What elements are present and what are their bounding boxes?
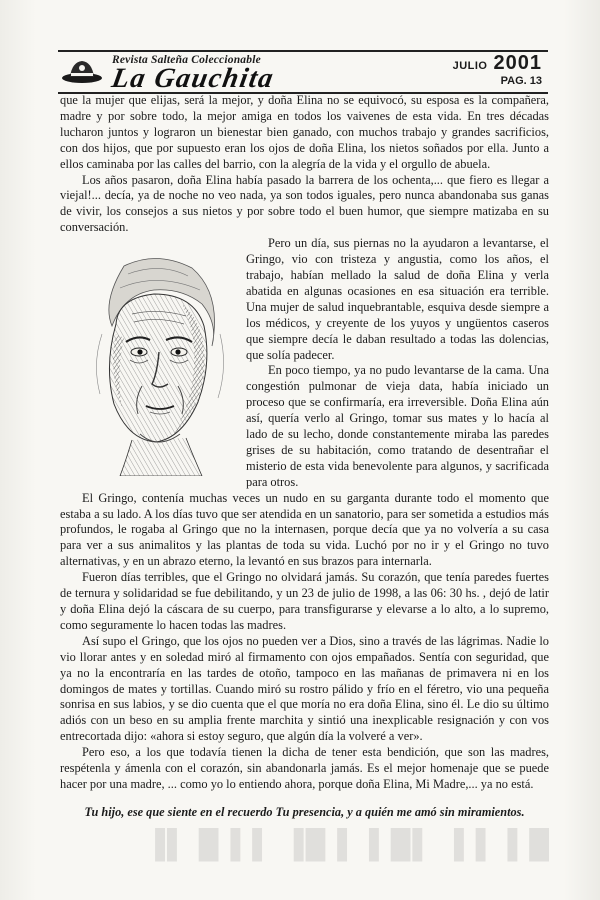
article-body — [60, 93, 549, 793]
article-paragraph: Pero un día, sus piernas no la ayudaron a levantarse, el Gringo, vio con tristeza y angustia, como los años, el trabajo, habían mellado la salud de doña Elina y verla abatida en algunas ocasiones en esa situación era terrible. Una mujer de salud inquebrantable, esquiva desde siempre a los médicos, y creyente de los yuyos y ungüentos caseros que siempre decía le daban resultado a todas las dolencias, que solía padecer. — [246, 236, 549, 362]
page-number: PAG. 13 — [500, 75, 542, 87]
article-paragraph: En poco tiempo, ya no pudo levantarse de la cama. Una congestión pulmonar de vieja data, había iniciado un proceso que se confirmaría, era irreversible. Doña Elina aún así, quería verlo al Gringo, tomar sus mates y lo hacía al lado de su lecho, donde constantemente miraba las paredes grises de su habitación, como tratando de desentrañar el misterio de esta vida benevolente para algunos, y sacrificada para otros. — [246, 363, 549, 489]
magazine-title: La Gauchita — [109, 63, 277, 94]
article-paragraph: El Gringo, contenía muchas veces un nudo en su garganta durante todo el momento que estaba a su lado. A los días tuvo que ser atendida en un sanatorio, para ser sometida a estudios más profundos, le rogaba al Gringo que no la internasen, porque decía que ya no volvería a su casa para ver a sus animalitos y las plantas de toda su vida. Luchó por no ir y el Gringo no tuvo alternativas, y en un abrazo eterno, la levantó en sus brazos para internarla. — [60, 490, 549, 569]
issue-year: 2001 — [493, 52, 542, 74]
article-paragraph: Fueron días terribles, que el Gringo no olvidará jamás. Su corazón, que tenía paredes fuertes de ternura y solidaridad se fue debilitando, y un 23 de julio de 1998, a las 06: 30 hs. , dejó de latir y doña Elina dejó la cáscara de su cuerpo, para transfigurarse y elevarse a lo alto, a lo supremo, como seguramente lo hacen todas las madres. — [60, 570, 549, 632]
closing-dedication: Tu hijo, ese que siente en el recuerdo Tu presencia, y a quién me amó sin miramientos. — [84, 805, 525, 819]
issue-month: JULIO — [452, 60, 488, 72]
reverse-side-bleed: █ ▌▐ ▌ ▐█ ▌▐ █▌ ▐ ▌█ ▐▌ — [143, 828, 549, 859]
article-paragraph: Pero eso, a los que todavía tienen la dicha de tener esta bendición, que son las madres, respétenla y ámenla con el corazón, sin abandonarla jamás. Es el mejor homenaje que se puede hacer por una madre, ... como yo lo entiendo ahora, porque doña Elina, Mi Madre,... ya no está. — [60, 745, 549, 791]
magazine-subtitle: Revista Salteña Coleccionable — [112, 54, 261, 66]
portrait-illustration — [62, 254, 240, 476]
article-paragraph: que la mujer que elijas, será la mejor, y doña Elina no se equivocó, su esposa es la compañera, madre y por sobre todo, la mejor amiga en todos los vaivenes de esta vida. En tres décadas lucharon juntos y lograron un bienestar bien ganado, con muchos trabajo y grandes sacrificios, con dos hijos, que por supuesto eran los ojos de doña Elina, los nietos soñados por ella. Junto a ellos caminaba por las calles del barrio, con la alegría de la vida y el orgullo de abuela. — [60, 93, 549, 171]
gaucho-hat-icon — [60, 54, 104, 90]
article-paragraph: Así supo el Gringo, que los ojos no pueden ver a Dios, sino a través de las lágrimas. Nadie lo vio llorar antes y en soledad miró al firmamento con ojos empañados. Sentía con seguridad, que ya no la encontraría en las tardes de otoño, tampoco en las mañanas de primavera ni en los domingos de mates y tortillas. Cuando miró su rostro pálido y frío en el féretro, vio una pequeña sonrisa en sus labios, y se dio cuenta que el que moría no era doña Elina, sino él. Le dio su último adiós con un beso en su amplia frente marchita y sintió una inexplicable resignación y con vos entrecortada dijo: «ahora si estoy seguro, que algún día la volveré a ver». — [60, 633, 549, 744]
issue-date — [453, 52, 542, 75]
masthead — [58, 50, 548, 94]
article-paragraph: Los años pasaron, doña Elina había pasado la barrera de los ochenta,... que fiero es llegar a viejal!... decía, ya de noche no veo nada, ya son todos iguales, pero nunca abandonaba sus ganas de vivir, los consejos a sus nietos y por sobre todo el buen humor, que siempre matizaba en su conversación. — [60, 172, 549, 235]
